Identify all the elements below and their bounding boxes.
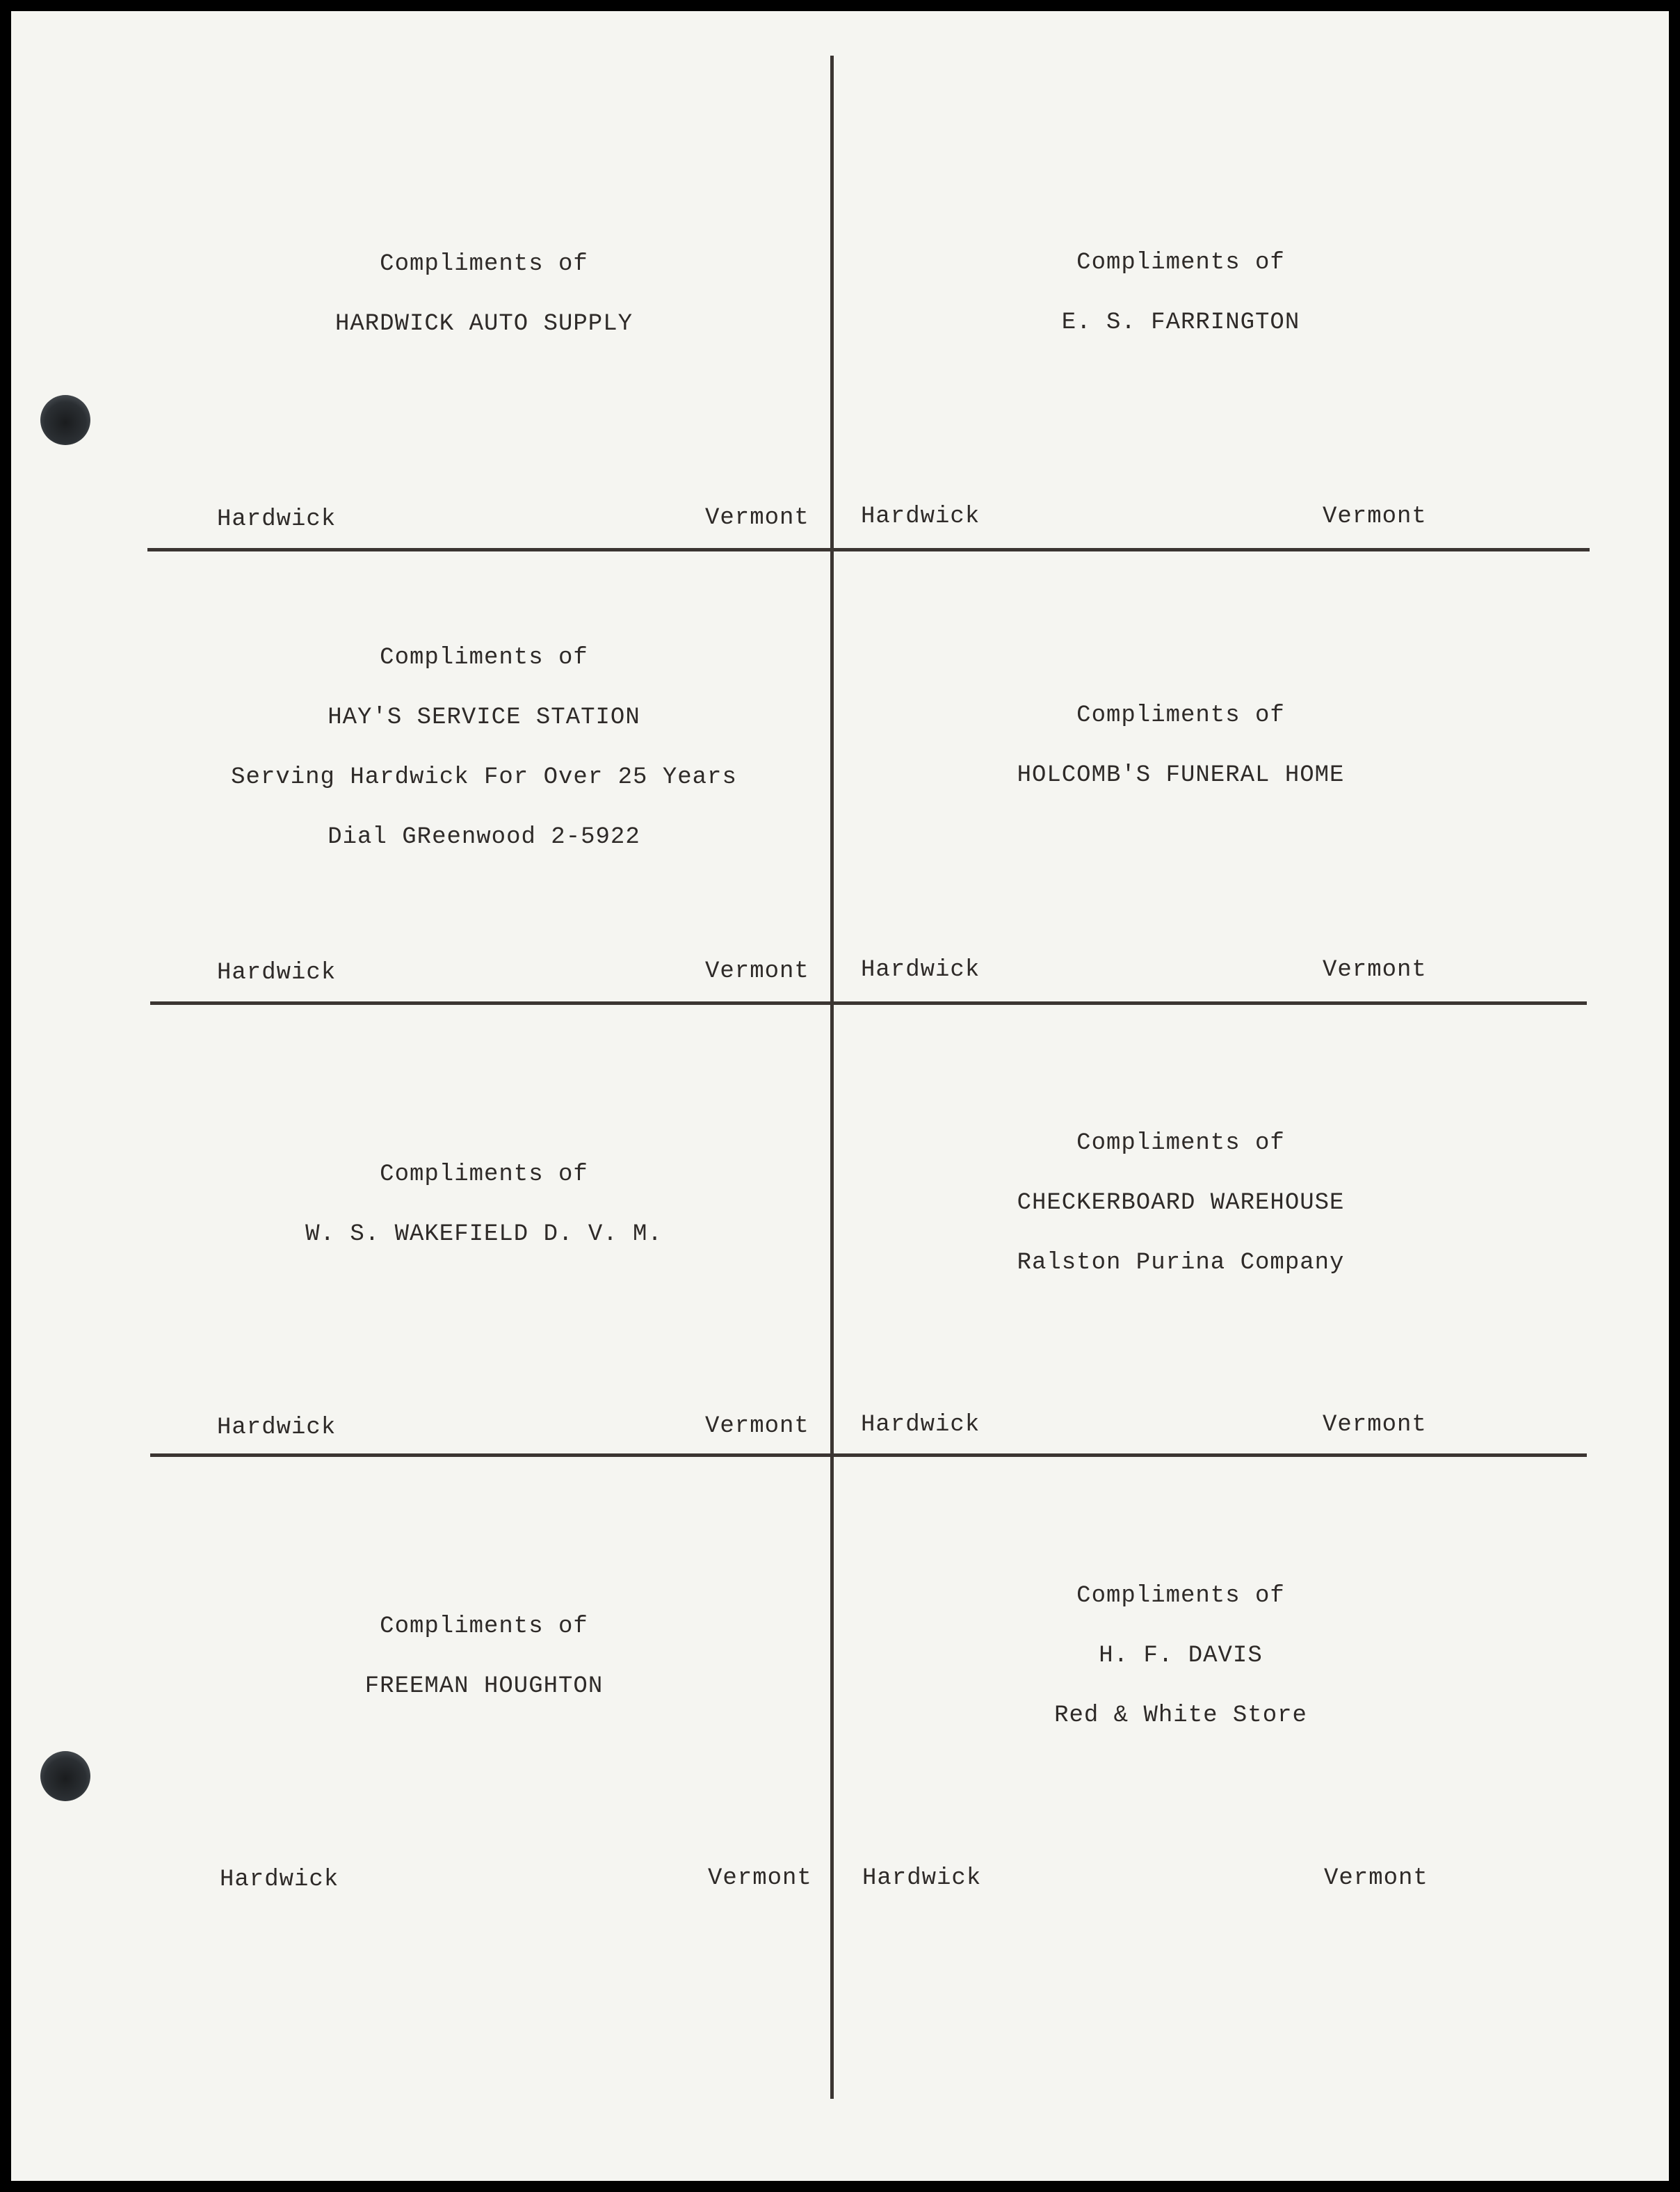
ad-state: Vermont: [705, 958, 809, 985]
ad-h-f-davis: [833, 1456, 1528, 1943]
ad-hardwick-auto-supply: [136, 11, 832, 551]
ad-state: Vermont: [1324, 1865, 1428, 1892]
ad-e-s-farrington: [833, 11, 1528, 551]
ad-business-name: FREEMAN HOUGHTON: [364, 1673, 604, 1700]
ad-state: Vermont: [708, 1865, 812, 1892]
ad-town: Hardwick: [862, 1865, 982, 1892]
ad-town: Hardwick: [217, 506, 337, 533]
ad-hays-service-station: [136, 551, 832, 1003]
ad-state: Vermont: [705, 505, 809, 531]
ad-checkerboard-warehouse: [833, 1004, 1528, 1455]
ad-town: Hardwick: [217, 960, 337, 986]
ad-line: Compliments of: [1076, 1583, 1285, 1609]
punch-hole-bottom: [40, 1751, 90, 1801]
ad-business-name: W. S. WAKEFIELD D. V. M.: [305, 1221, 663, 1248]
ad-line: Compliments of: [380, 645, 588, 671]
ad-line: Ralston Purina Company: [1017, 1250, 1345, 1276]
ad-line: Compliments of: [1076, 250, 1285, 276]
ad-town: Hardwick: [861, 957, 980, 983]
ad-business-name: HOLCOMB'S FUNERAL HOME: [1017, 762, 1345, 789]
ad-town: Hardwick: [220, 1867, 339, 1893]
ad-business-name: E. S. FARRINGTON: [1061, 309, 1300, 336]
ad-business-name: HARDWICK AUTO SUPPLY: [334, 311, 633, 337]
ad-state: Vermont: [1323, 503, 1427, 530]
ad-business-name: CHECKERBOARD WAREHOUSE: [1017, 1190, 1345, 1216]
punch-hole-top: [40, 395, 90, 445]
ad-w-s-wakefield: [136, 1004, 832, 1455]
ad-line: Compliments of: [380, 1161, 588, 1188]
ad-line: Compliments of: [1076, 1130, 1285, 1157]
ad-line: Compliments of: [380, 251, 588, 277]
ad-freeman-houghton: [136, 1456, 832, 1943]
ad-page: [11, 11, 1669, 2181]
ad-town: Hardwick: [861, 503, 980, 530]
ad-state: Vermont: [705, 1413, 809, 1440]
ad-line: Compliments of: [1076, 702, 1285, 729]
ad-business-name: H. F. DAVIS: [1099, 1643, 1263, 1669]
ad-holcombs-funeral-home: [833, 551, 1528, 1003]
ad-town: Hardwick: [217, 1415, 337, 1441]
ad-phone: Dial GReenwood 2-5922: [328, 824, 640, 851]
ad-town: Hardwick: [861, 1412, 980, 1438]
ad-state: Vermont: [1323, 957, 1427, 983]
ad-line: Compliments of: [380, 1613, 588, 1640]
ad-line: Red & White Store: [1054, 1702, 1307, 1729]
ad-business-name: HAY'S SERVICE STATION: [328, 704, 640, 731]
ad-line: Serving Hardwick For Over 25 Years: [231, 764, 737, 791]
ad-state: Vermont: [1323, 1412, 1427, 1438]
